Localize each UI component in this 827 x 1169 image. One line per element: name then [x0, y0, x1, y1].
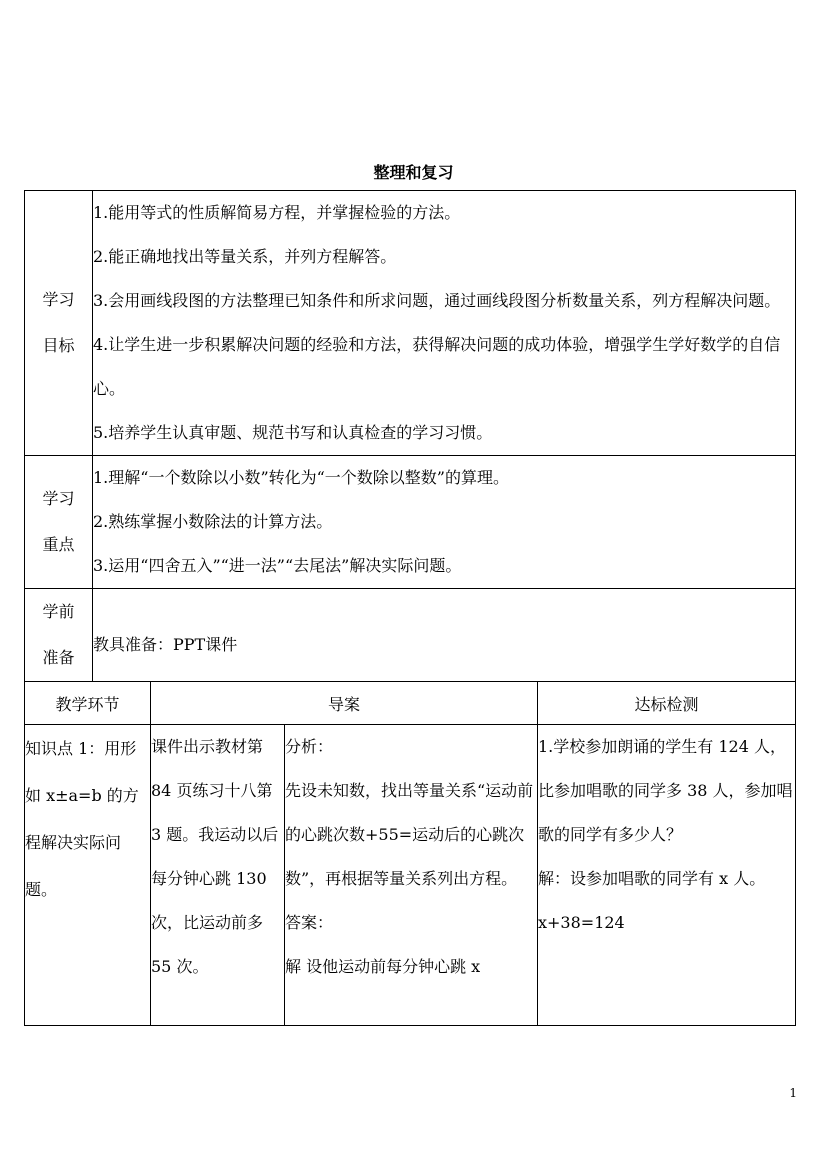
key-point-item: 3.运用“四舍五入”“进一法”“去尾法”解决实际问题。 [93, 556, 462, 575]
check-line: x+38=124 [538, 913, 625, 932]
analysis-line: 先设未知数，找出等量关系“运动前的心跳次数+55=运动后的心跳次数”，再根据等量关系列出方程。 [285, 781, 534, 888]
guide-left-cell: 课件出示教材第 84 页练习十八第 3 题。我运动以后每分钟心跳 130 次，比运动前多 55 次。 [151, 725, 285, 1026]
prep-text: 教具准备：PPT课件 [93, 635, 238, 654]
check-cell [538, 725, 796, 1026]
guide-right-cell [285, 725, 538, 1026]
check-line: 1.学校参加朗诵的学生有 124 人，比参加唱歌的同学多 38 人，参加唱歌的同学有多少人？ [538, 737, 793, 844]
lesson-plan-table [24, 190, 796, 1026]
header-guide: 导案 [151, 682, 538, 725]
prep-row [25, 589, 796, 682]
analysis-line: 分析： [285, 737, 334, 756]
prep-content [93, 589, 796, 682]
key-points-content [93, 456, 796, 589]
goals-row [25, 191, 796, 456]
key-points-label: 学习 重点 [25, 456, 93, 589]
page-number: 1 [789, 1086, 797, 1100]
header-check: 达标检测 [538, 682, 796, 725]
header-row [25, 682, 796, 725]
goal-item: 5.培养学生认真审题、规范书写和认真检查的学习习惯。 [93, 423, 493, 442]
check-line: 解：设参加唱歌的同学有 x 人。 [538, 869, 766, 888]
key-point-item: 1.理解“一个数除以小数”转化为“一个数除以整数”的算理。 [93, 468, 509, 487]
goals-label: 学习 目标 [25, 191, 93, 456]
header-stage: 教学环节 [25, 682, 151, 725]
section-row [25, 725, 796, 1026]
goal-item: 4.让学生进一步积累解决问题的经验和方法，获得解决问题的成功体验，增强学生学好数学的自信心。 [93, 335, 781, 398]
goal-item: 2.能正确地找出等量关系，并列方程解答。 [93, 247, 397, 266]
analysis-line: 解 设他运动前每分钟心跳 x [285, 957, 481, 976]
prep-label: 学前 准备 [25, 589, 93, 682]
goals-content [93, 191, 796, 456]
goal-item: 1.能用等式的性质解简易方程，并掌握检验的方法。 [93, 203, 461, 222]
page-title: 整理和复习 [373, 163, 454, 182]
goal-item: 3.会用画线段图的方法整理已知条件和所求问题，通过画线段图分析数量关系，列方程解决问题。 [93, 291, 781, 310]
analysis-line: 答案： [285, 913, 334, 932]
knowledge-point-cell: 知识点 1：用形如 x±a=b 的方程解决实际问题。 [25, 725, 151, 1026]
key-points-row [25, 456, 796, 589]
key-point-item: 2.熟练掌握小数除法的计算方法。 [93, 512, 333, 531]
